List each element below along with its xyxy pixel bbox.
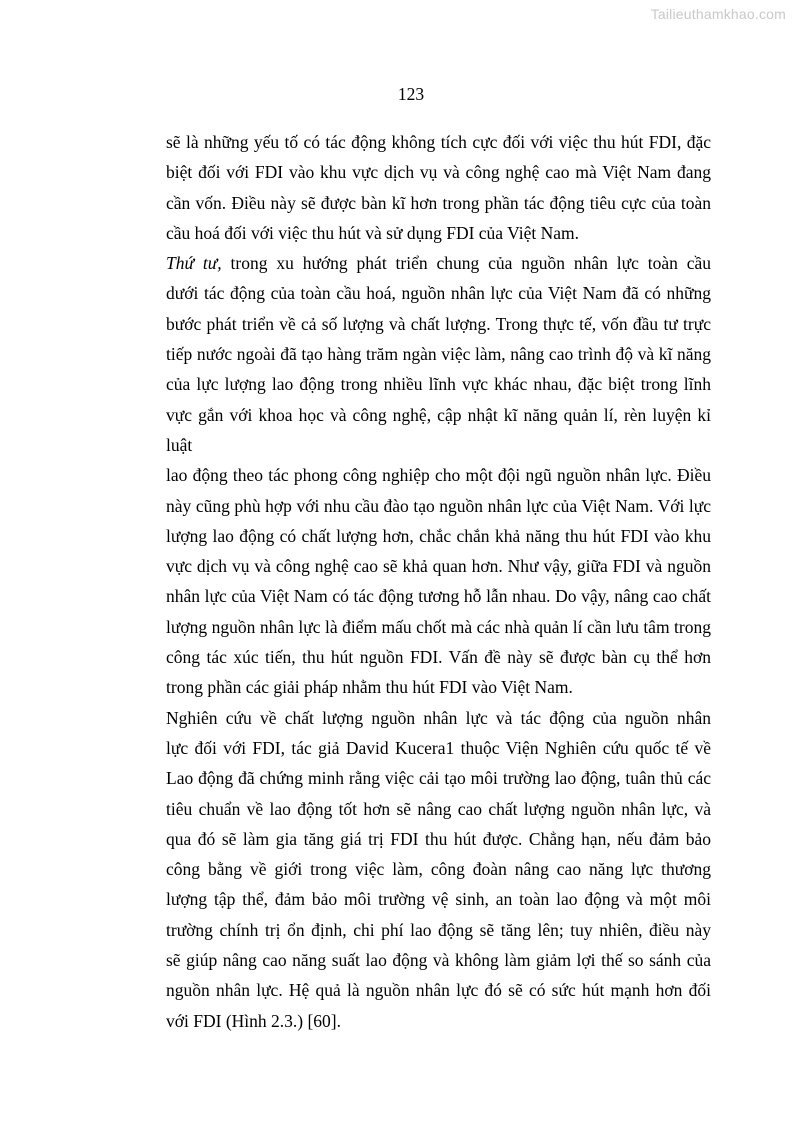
text-line: công bằng về giới trong việc làm, công đoàn nâng cao năng lực thương bbox=[166, 859, 711, 880]
document-body bbox=[166, 127, 711, 1036]
text-line: bước phát triển về cả số lượng và chất lượng. Trong thực tế, vốn đầu tư trực bbox=[166, 313, 711, 334]
text-line: với FDI (Hình 2.3.) [60]. bbox=[166, 1010, 341, 1031]
paragraph-3 bbox=[166, 703, 711, 1036]
text-line: tiêu chuẩn về lao động tốt hơn sẽ nâng cao chất lượng nguồn nhân lực, và bbox=[166, 798, 711, 819]
text-line: cần vốn. Điều này sẽ được bàn kĩ hơn trong phần tác động tiêu cực của toàn bbox=[166, 192, 711, 213]
text-line: vực dịch vụ và công nghệ cao sẽ khả quan hơn. Như vậy, giữa FDI và nguồn bbox=[166, 556, 711, 577]
text-line: sẽ giúp nâng cao năng suất lao động và không làm giảm lợi thế so sánh của bbox=[166, 950, 711, 971]
text-line: lực đối với FDI, tác giả David Kucera1 thuộc Viện Nghiên cứu quốc tế về bbox=[166, 737, 711, 758]
text-line: của lực lượng lao động trong nhiều lĩnh vực khác nhau, đặc biệt trong lĩnh bbox=[166, 374, 711, 395]
text-line: lao động theo tác phong công nghiệp cho một đội ngũ nguồn nhân lực. Điều bbox=[166, 465, 711, 486]
text-line: lượng nguồn nhân lực là điểm mấu chốt mà các nhà quản lí cần lưu tâm trong bbox=[166, 616, 711, 637]
text-line: qua đó sẽ làm gia tăng giá trị FDI thu hút được. Chẳng hạn, nếu đảm bảo bbox=[166, 828, 711, 849]
text-line: sẽ là những yếu tố có tác động không tích cực đối với việc thu hút FDI, đặc bbox=[166, 132, 711, 152]
text-line: trường chính trị ổn định, chi phí lao động sẽ tăng lên; tuy nhiên, điều này bbox=[166, 919, 711, 940]
paragraph-2 bbox=[166, 248, 711, 702]
text-line: vực gắn với khoa học và công nghệ, cập nhật kĩ năng quản lí, rèn luyện kỉ luật bbox=[166, 404, 711, 455]
text-line: dưới tác động của toàn cầu hoá, nguồn nhân lực của Việt Nam đã có những bbox=[166, 283, 711, 304]
text-line: cầu hoá đối với việc thu hút và sử dụng FDI của Việt Nam. bbox=[166, 222, 579, 243]
text-line: công tác xúc tiến, thu hút nguồn FDI. Vấn đề này sẽ được bàn cụ thể hơn bbox=[166, 647, 711, 668]
text-line-first bbox=[166, 248, 711, 278]
text-line: Lao động đã chứng minh rằng việc cải tạo môi trường lao động, tuân thủ các bbox=[166, 768, 711, 789]
text-line: lượng tập thể, đảm bảo môi trường vệ sinh, an toàn lao động và một môi bbox=[166, 889, 711, 910]
text-line: lượng lao động có chất lượng hơn, chắc chắn khả năng thu hút FDI vào khu bbox=[166, 525, 711, 546]
text-line: này cũng phù hợp với nhu cầu đào tạo nguồn nhân lực của Việt Nam. Với lực bbox=[166, 495, 711, 516]
text-line: nguồn nhân lực. Hệ quả là nguồn nhân lực đó sẽ có sức hút mạnh hơn đối bbox=[166, 980, 711, 1001]
paragraph-1 bbox=[166, 127, 711, 248]
watermark-text: Tailieuthamkhao.com bbox=[650, 6, 786, 22]
text-line: tiếp nước ngoài đã tạo hàng trăm ngàn việc làm, nâng cao trình độ và kĩ năng bbox=[166, 344, 711, 365]
text-line: trong phần các giải pháp nhằm thu hút FDI vào Việt Nam. bbox=[166, 677, 573, 698]
text-line: biệt đối với FDI vào khu vực dịch vụ và công nghệ cao mà Việt Nam đang bbox=[166, 162, 711, 183]
page-number: 123 bbox=[397, 84, 425, 104]
text-fragment: trong xu hướng phát triển chung của nguồn nhân lực toàn cầu bbox=[221, 253, 711, 274]
text-line: nhân lực của Việt Nam có tác động tương hỗ lẫn nhau. Do vậy, nâng cao chất bbox=[166, 586, 711, 607]
text-line: Nghiên cứu về chất lượng nguồn nhân lực và tác động của nguồn nhân bbox=[166, 707, 711, 728]
paragraph-lead-italic: Thứ tư, bbox=[166, 253, 222, 274]
